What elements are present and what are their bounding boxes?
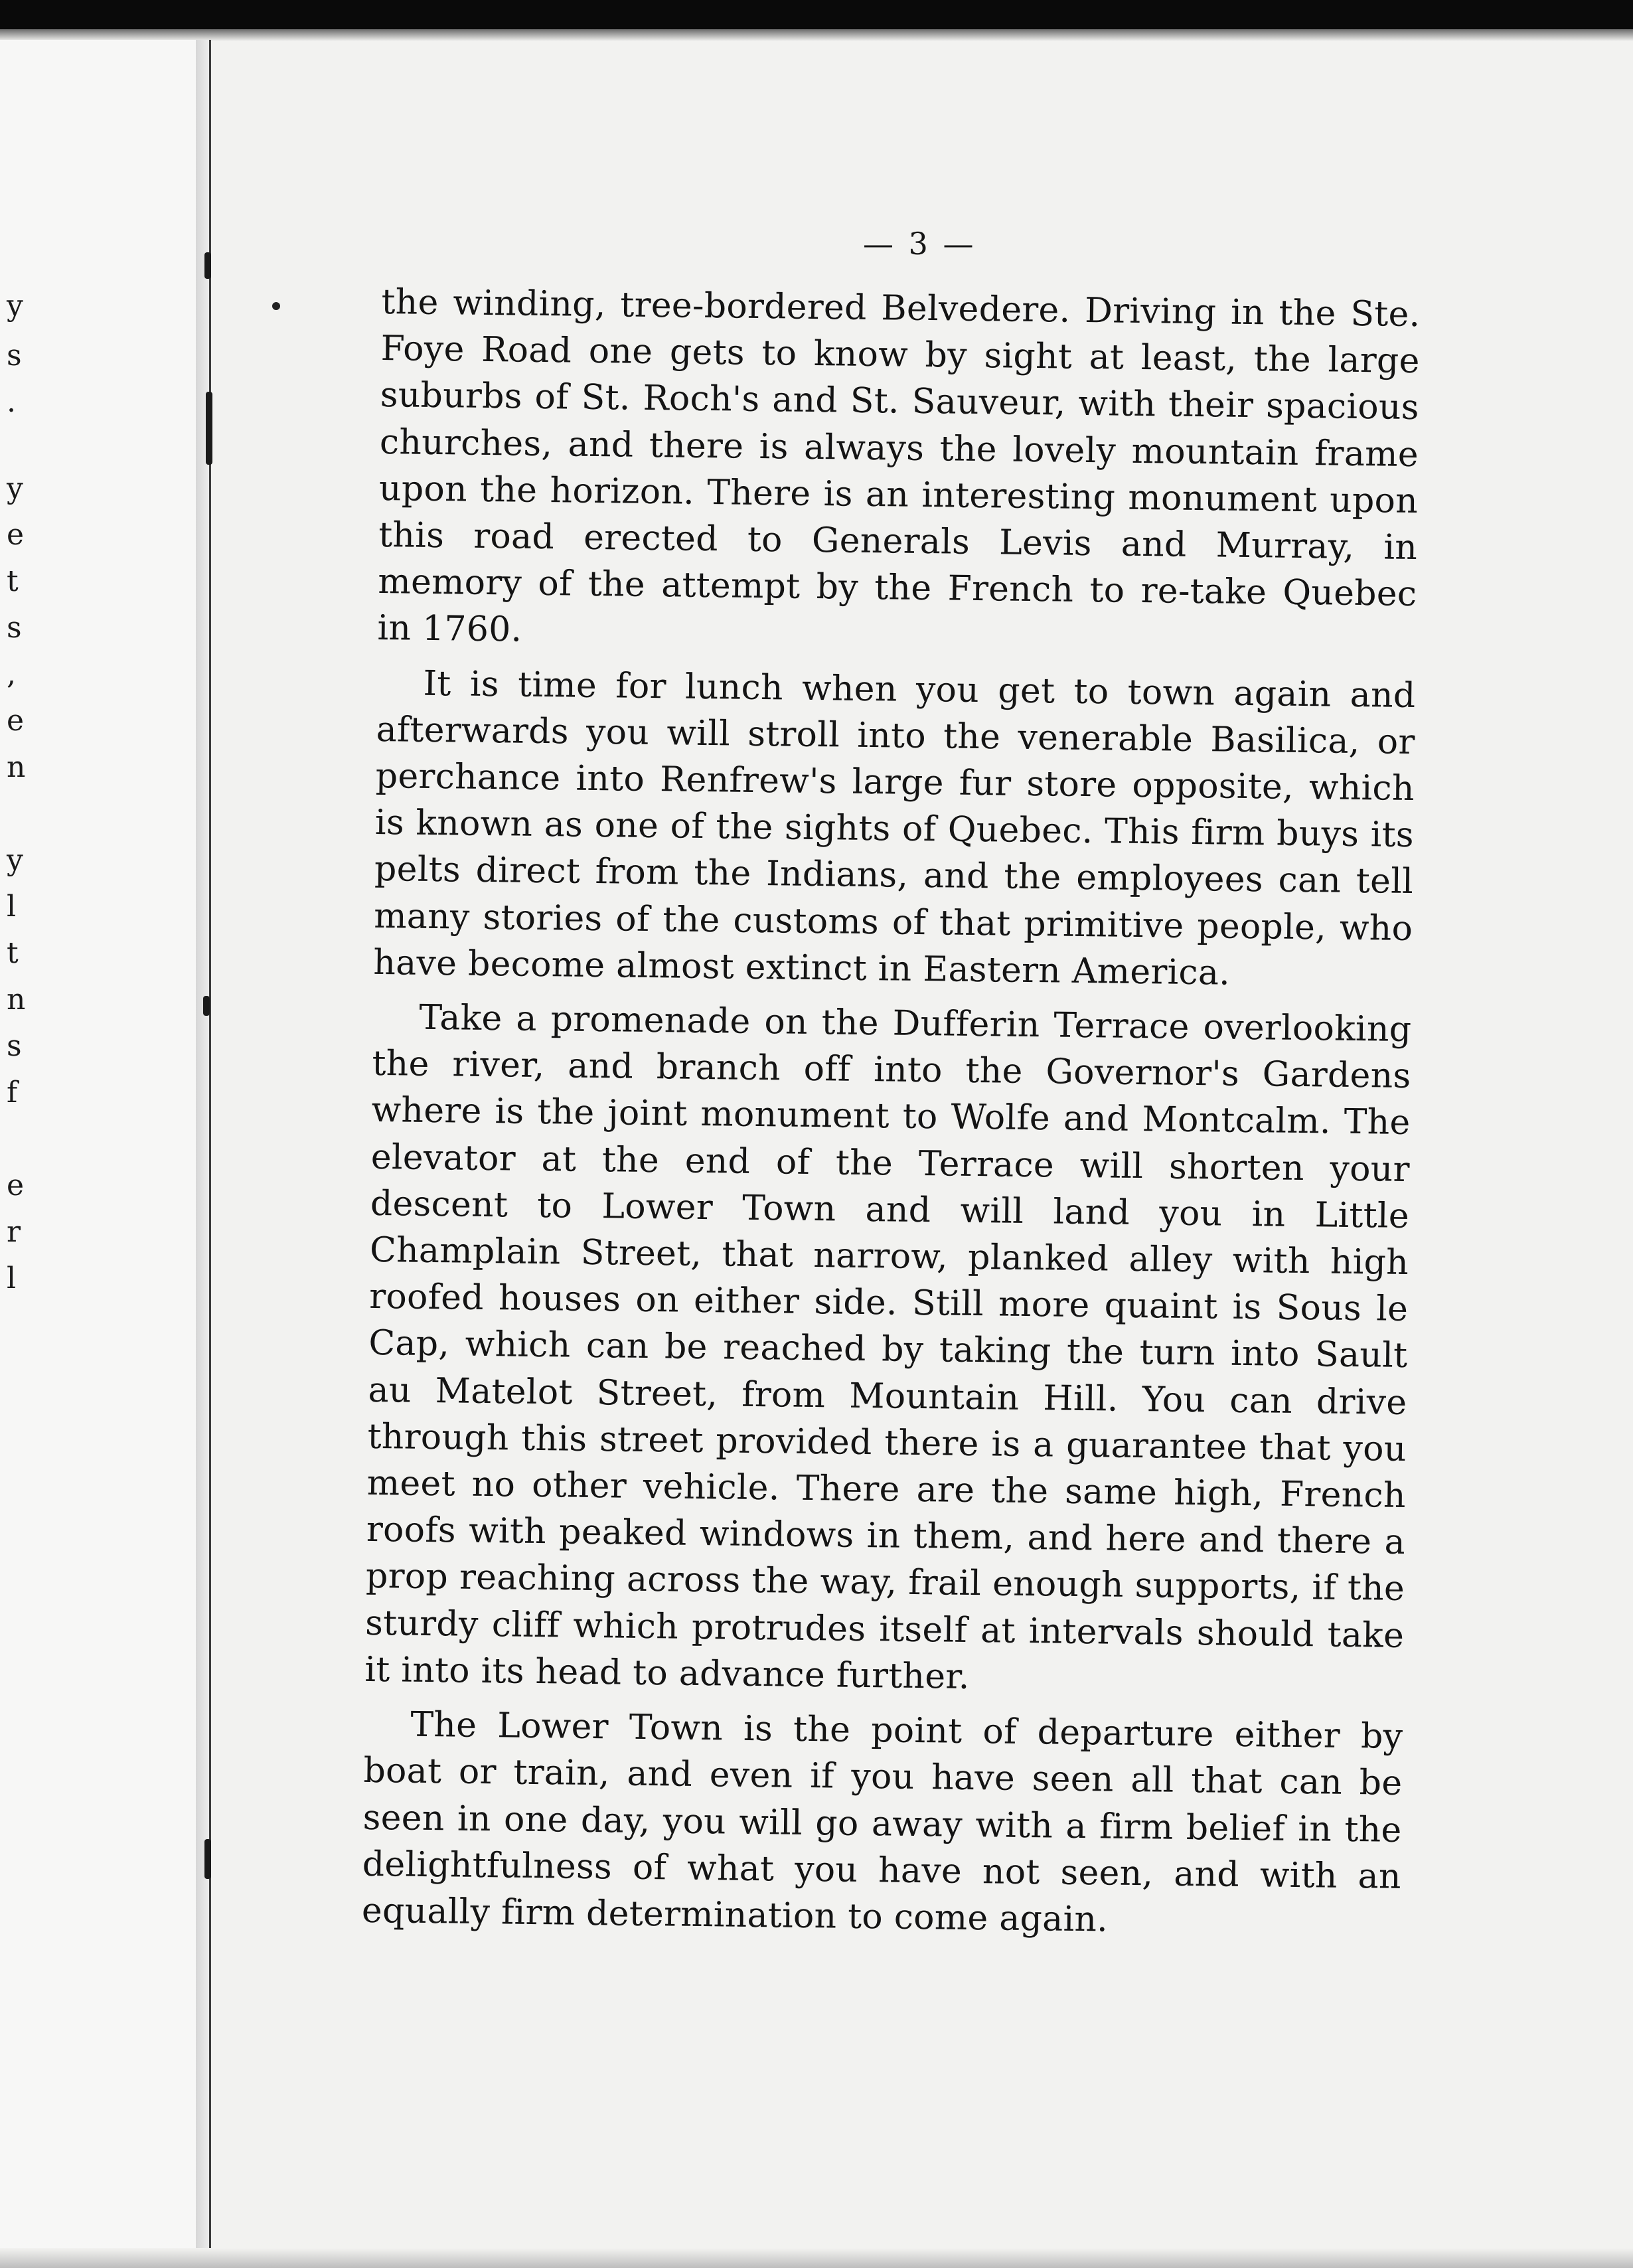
left-page-fragment: t [7,936,19,970]
left-page-fragment: t [7,564,19,598]
left-page-fragment: s [7,1029,22,1063]
left-page-fragment: n [7,750,26,784]
paragraph-1: the winding, tree-bordered Belvedere. Driving in the Ste. Foye Road one gets to know by sight at least, the large suburbs of St. Roch's and St. Sauveur, with their spacious churches, and there is always the lovely mountain frame upon the horizon. There is an interesting monument upon this road erected to Generals Levis and Murray, in memory of the attempt by the French to re-take Quebec in 1760. [377,282,1421,651]
scan-top-shadow [0,29,1633,41]
left-page-fragment: f [7,1076,18,1109]
paragraph-2: It is time for lunch when you get to town again and afterwards you will stroll into the venerable Basilica, or perchance into Renfrew's large fur store opposite, which is known as one of the sights of Quebec. This firm buys its pelts direct from the Indians, and the employees can tell many stories of the customs of that primitive people, who have become almost extinct in Eastern America. [373,663,1416,993]
book-gutter [196,40,209,2268]
left-page-fragment: n [7,983,26,1016]
left-page-fragment: r [7,1215,21,1249]
binding-stitch-mark [204,252,211,279]
scan-bottom-border [0,2248,1633,2268]
left-page-fragment: y [7,843,23,877]
left-page-fragment: e [7,518,25,552]
body-text [361,279,1420,1955]
margin-dot [272,302,280,310]
left-page-fragment: y [7,471,23,505]
left-page-fragment: e [7,704,25,738]
left-page-fragment: s [7,339,22,372]
page-number: — 3 — [863,226,976,262]
binding-stitch-mark [204,1839,211,1879]
left-page-fragment: e [7,1169,25,1202]
page-edge-line [209,40,211,2268]
left-page-fragment: l [7,1261,17,1295]
scan-top-border [0,0,1633,29]
paragraph-3: Take a promenade on the Dufferin Terrace overlooking the river, and branch off into the Governor's Gardens where is the joint monument to Wolfe and Montcalm. The elevator at the end of the Terrace will shorten your descent to Lower Town and will land you in Little Champlain Street, that narrow, planked alley with high roofed houses on either side. Still more quaint is Sous le Cap, which can be reached by taking the turn into Sault au Matelot Street, from Mountain Hill. You can drive through this street provided there is a guarantee that you meet no other vehicle. There are the same high, French roofs with peaked windows in them, and here and there a prop reaching across the way, frail enough supports, if the sturdy cliff which protrudes itself at intervals should take it into its head to advance further. [364,997,1412,1697]
paragraph-4: The Lower Town is the point of departure either by boat or train, and even if you have seen all that can be seen in one day, you will go away with a firm belief in the delightfulness of what you have not seen, and with an equally firm determination to come again. [361,1704,1403,1940]
left-page-fragment: . [7,385,16,419]
left-page-fragment: , [7,657,16,691]
binding-stitch-mark [206,392,212,465]
left-page-fragment: y [7,289,23,323]
left-page-fragment: l [7,890,17,924]
left-facing-page [0,40,198,2268]
binding-stitch-mark [203,996,210,1016]
left-page-fragment: s [7,611,22,645]
